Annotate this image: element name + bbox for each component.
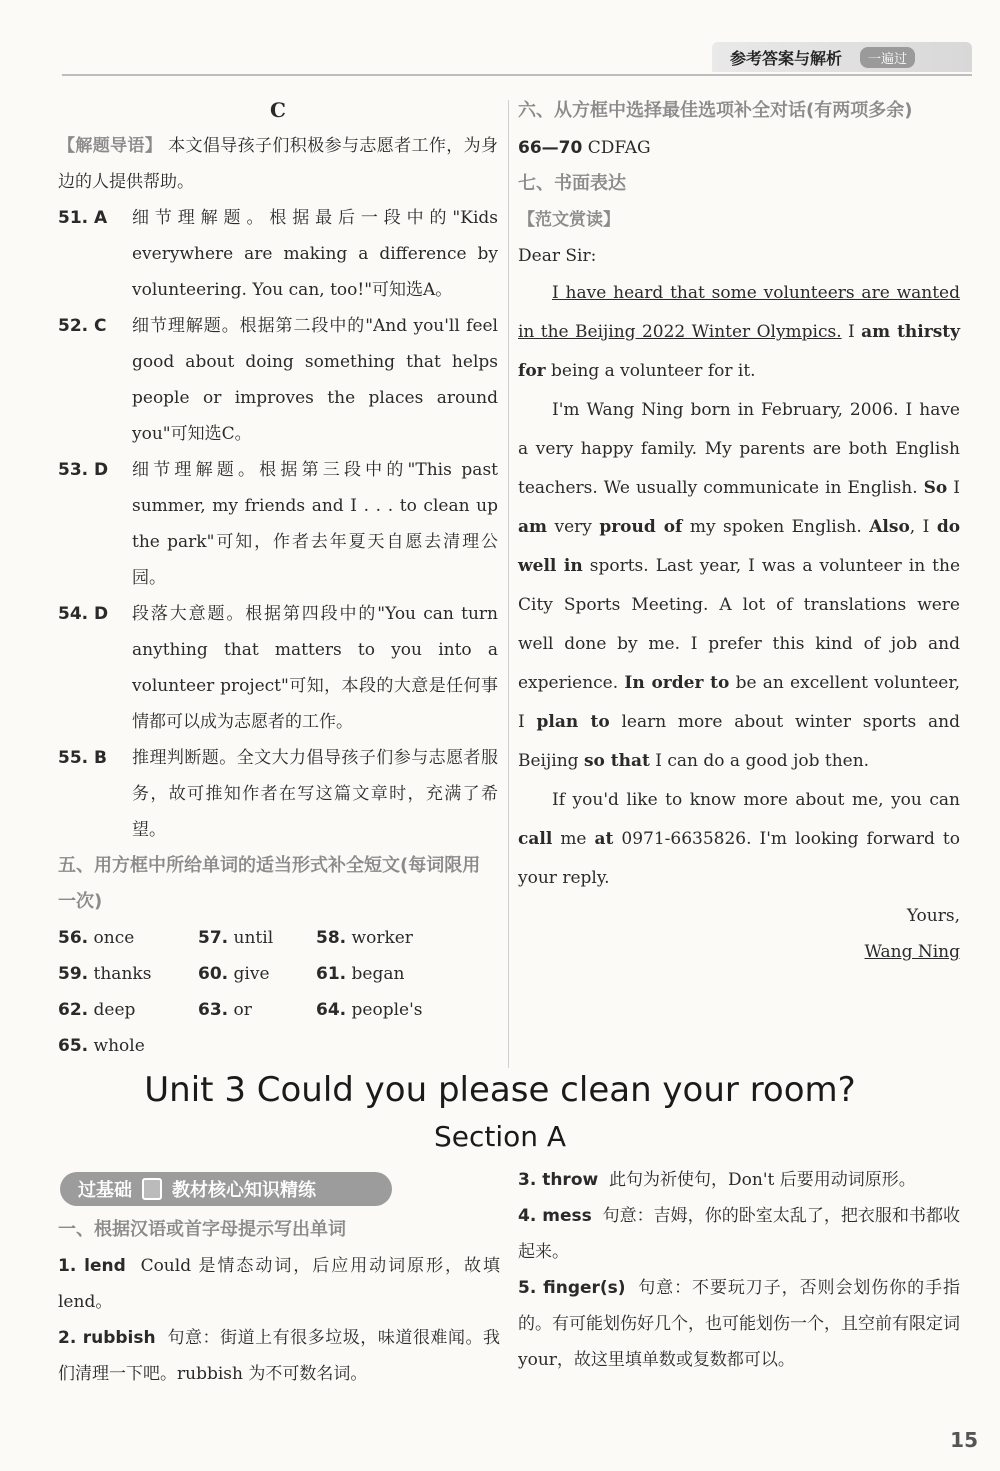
vocab-item: 1. lend Could 是情态动词，后应用动词原形，故填 lend。 (58, 1256, 500, 1312)
answer-text: 细节理解题。根据第二段中的"And you'll feel good about doing something that helps people or improves the places around you"可知选C。 (132, 316, 498, 444)
model-label: 【范文赏读】 (518, 210, 620, 230)
answer-text: 推理判断题。全文大力倡导孩子们参与志愿者服务，故可推知作者在写这篇文章时，充满了希望。 (132, 748, 498, 840)
header-rule (62, 74, 972, 76)
answer-item (58, 596, 498, 740)
answer-label: 53. D (58, 460, 109, 480)
banner (60, 1172, 392, 1206)
guide-paragraph (58, 128, 498, 200)
word-answer: 61. began (316, 964, 405, 984)
section7-title: 七、书面表达 (518, 173, 626, 194)
answer-item (58, 452, 498, 596)
book-icon (142, 1178, 162, 1200)
guide-text: 本文倡导孩子们积极参与志愿者工作，为身边的人提供帮助。 (58, 136, 499, 192)
word-answer: 63. or (198, 1000, 252, 1020)
vocab-item: 2. rubbish 句意：街道上有很多垃圾，味道很难闻。我们清理一下吧。rubbish 为不可数名词。 (58, 1328, 501, 1384)
word-answer: 62. deep (58, 1000, 136, 1020)
answer-c: C (270, 98, 286, 122)
vocab-item: 5. finger(s) 句意：不要玩刀子，否则会划伤你的手指的。有可能划伤好几个，也可能划伤一个，且空前有限定词 your，故这里填单数或复数都可以。 (518, 1278, 961, 1370)
section6-title: 六、从方框中选择最佳选项补全对话(有两项多余) (518, 100, 913, 121)
essay-paragraph-1: I have heard that some volunteers are wanted in the Beijing 2022 Winter Olympics. I am thirsty for being a volunteer for it. (518, 283, 961, 381)
answer-label: 51. A (58, 208, 108, 228)
header-title: 参考答案与解析 (730, 48, 843, 68)
answer-label: 55. B (58, 748, 107, 768)
answer-text: 细节理解题。根据第三段中的"This past summer, my friends and I . . . to clean up the park"可知，作者去年夏天自愿去清理公园。 (132, 460, 498, 588)
answer-text: 细节理解题。根据最后一段中的"Kids everywhere are making a difference by volunteering. You can, too!"可知选A。 (132, 208, 498, 300)
answer-item (58, 308, 498, 452)
answer-66-70: 66—70 CDFAG (518, 138, 651, 158)
answer-item (58, 200, 498, 308)
column-divider (508, 100, 509, 1068)
right-column (518, 92, 960, 970)
word-answer: 56. once (58, 928, 135, 948)
essay-paragraph-2: I'm Wang Ning born in February, 2006. I have a very happy family. My parents are both English teachers. We usually communicate in English. So I am very proud of my spoken English. Also, I do well in sports. Last year, I was a volunteer in the City Sports Meeting. A lot of translations were well done by me. I prefer this kind of job and experience. In order to be an excellent volunteer, I plan to learn more about winter sports and Beijing so that I can do a good job then. (518, 400, 961, 771)
bottom-right-column (518, 1162, 960, 1378)
essay-paragraph-3: If you'd like to know more about me, you can call me at 0971-6635826. I'm looking forward to your reply. (518, 790, 960, 888)
vocab-item: 4. mess 句意：吉姆，你的卧室太乱了，把衣服和书都收起来。 (518, 1206, 961, 1262)
section-title: Section A (433, 1120, 567, 1153)
word-answer: 57. until (198, 928, 274, 948)
guide-label: 【解题导语】 (58, 136, 163, 156)
left-column (58, 92, 498, 1064)
answer-label: 54. D (58, 604, 109, 624)
answer-label: 52. C (58, 316, 107, 336)
section5-title: 五、用方框中所给单词的适当形式补全短文(每词限用一次) (58, 855, 481, 912)
bottom-left-column (58, 1212, 500, 1392)
word-answer: 65. whole (58, 1036, 145, 1056)
page-number: 15 (950, 1428, 978, 1452)
word-answer: 64. people's (316, 1000, 423, 1020)
word-answer: 60. give (198, 964, 270, 984)
unit-title: Unit 3 Could you please clean your room? (144, 1070, 856, 1110)
banner-left: 过基础 (78, 1180, 132, 1201)
answer-text: 段落大意题。根据第四段中的"You can turn anything that matters to you into a volunteer project"可知，本段的大意是任何事情都可以成为志愿者的工作。 (132, 604, 498, 732)
bottom-section-title: 一、根据汉语或首字母提示写出单词 (58, 1219, 346, 1240)
closing: Yours, (906, 906, 960, 926)
word-answer: 59. thanks (58, 964, 152, 984)
banner-right: 教材核心知识精练 (172, 1180, 316, 1201)
answer-item (58, 740, 498, 848)
word-answer: 58. worker (316, 928, 413, 948)
header-logo: 一遍过 (860, 47, 915, 68)
word-answers (58, 920, 498, 1064)
header-tab (712, 42, 972, 72)
vocab-item: 3. throw 此句为祈使句，Don't 后要用动词原形。 (518, 1170, 916, 1190)
salutation: Dear Sir: (518, 246, 597, 266)
signature: Wang Ning (864, 942, 960, 962)
